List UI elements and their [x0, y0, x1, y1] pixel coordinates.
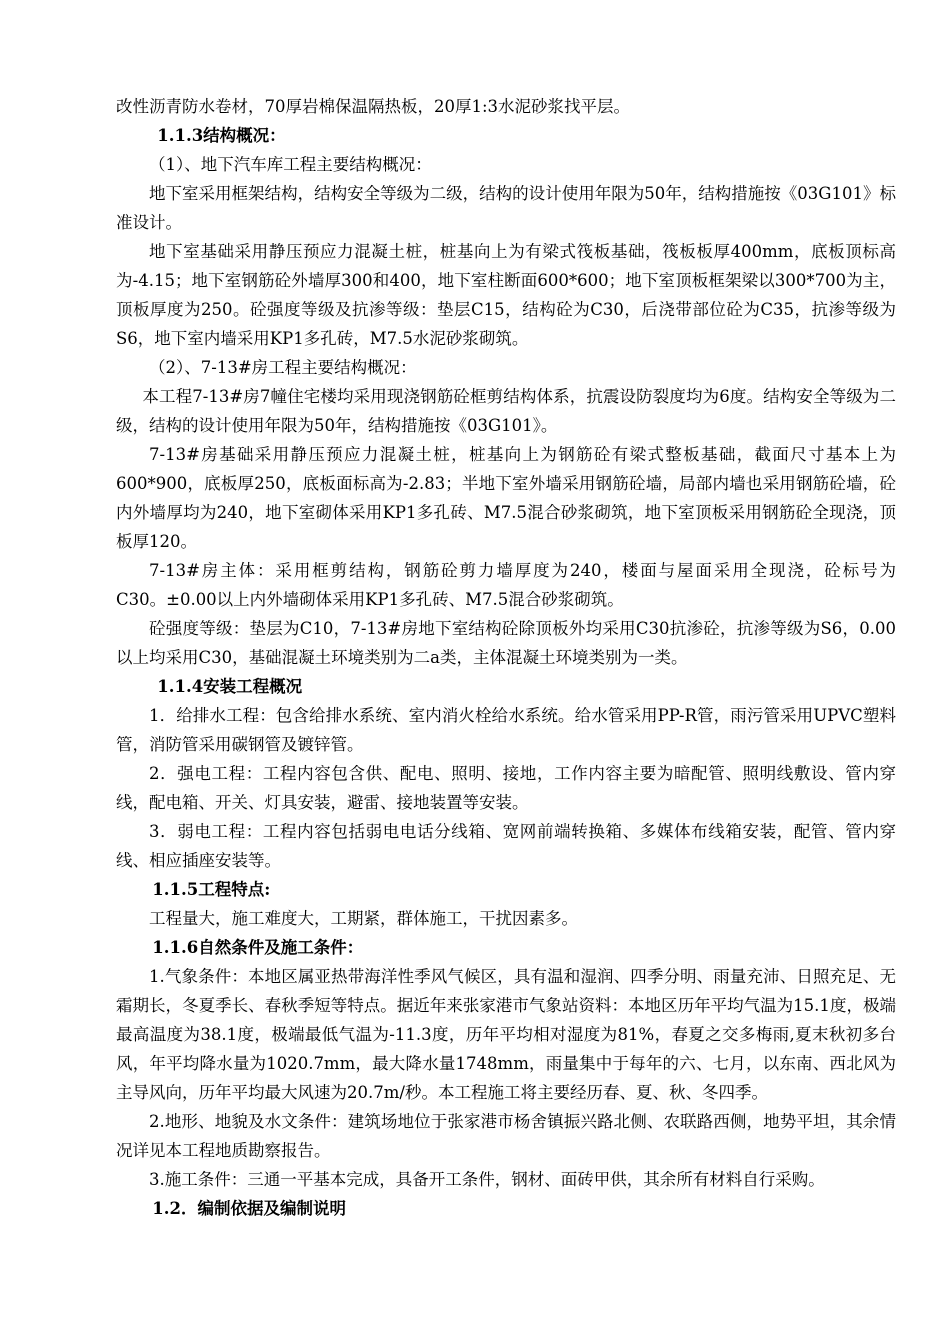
paragraph-weak-electric: 3．弱电工程：工程内容包括弱电电话分线箱、宽网前端转换箱、多媒体布线箱安装，配管、管内穿线、相应插座安装等。: [116, 822, 896, 870]
paragraph-construction-conditions: 3.施工条件：三通一平基本完成，具备开工条件，钢材、面砖甲供，其余所有材料自行采购。: [149, 1170, 825, 1189]
subheading-building-7-13: （2）、7-13#房工程主要结构概况：: [149, 358, 417, 377]
paragraph-project-features: 工程量大，施工难度大，工期紧，群体施工，干扰因素多。: [149, 909, 578, 928]
heading-natural-conditions: 1.1.6自然条件及施工条件：: [152, 938, 364, 957]
paragraph-roof-materials: 改性沥青防水卷材，70厚岩棉保温隔热板，20厚1:3水泥砂浆找平层。: [116, 97, 631, 116]
paragraph-climate: 1.气象条件：本地区属亚热带海洋性季风气候区，具有温和湿润、四季分明、雨量充沛、日照充足、无霜期长，冬夏季长、春秋季短等特点。据近年来张家港市气象站资料：本地区历年平均气温为15.1度，极端最高温度为38.1度，极端最低气温为-11.3度，历年平均相对湿度为81%，春夏之交多梅雨,夏末秋初多台风，年平均降水量为1020.7mm，最大降水量1748mm，雨量集中于每年的六、七月，以东南、西北风为主导风向，历年平均最大风速为20.7m/秒。本工程施工将主要经历春、夏、秋、冬四季。: [116, 967, 896, 1102]
paragraph-building-foundation: 7-13#房基础采用静压预应力混凝土桩，桩基向上为钢筋砼有梁式整板基础，截面尺寸基本上为600*900，底板厚250，底板面标高为-2.83；半地下室外墙采用钢筋砼墙，局部内墙也采用钢筋砼墙，砼内外墙厚均为240，地下室砌体采用KP1多孔砖、M7.5混合砂浆砌筑，地下室顶板采用钢筋砼全现浇，顶板厚120。: [116, 445, 896, 551]
paragraph-building-main: 7-13#房主体：采用框剪结构，钢筋砼剪力墙厚度为240，楼面与屋面采用全现浇，砼标号为C30。±0.00以上内外墙砌体采用KP1多孔砖、M7.5混合砂浆砌筑。: [116, 561, 896, 609]
heading-compilation-basis: 1.2．编制依据及编制说明: [152, 1199, 347, 1218]
heading-installation-overview: 1.1.4安装工程概况: [157, 677, 303, 696]
paragraph-plumbing: 1．给排水工程：包含给排水系统、室内消火栓给水系统。给水管采用PP-R管，雨污管采用UPVC塑料管，消防管采用碳钢管及镀锌管。: [116, 706, 896, 754]
paragraph-basement-foundation: 地下室基础采用静压预应力混凝土桩，桩基向上为有梁式筏板基础，筏板板厚400mm，底板顶标高为-4.15；地下室钢筋砼外墙厚300和400，地下室柱断面600*600；地下室顶板框架梁以300*700为主，顶板厚度为250。砼强度等级及抗渗等级：垫层C15，结构砼为C30，后浇带部位砼为C35，抗渗等级为S6，地下室内墙采用KP1多孔砖，M7.5水泥砂浆砌筑。: [116, 242, 896, 348]
paragraph-concrete-grade: 砼强度等级：垫层为C10，7-13#房地下室结构砼除顶板外均采用C30抗渗砼，抗渗等级为S6，0.00以上均采用C30，基础混凝土环境类别为二a类，主体混凝土环境类别为一类。: [116, 619, 896, 667]
paragraph-building-structure: 本工程7-13#房7幢住宅楼均采用现浇钢筋砼框剪结构体系，抗震设防裂度均为6度。结构安全等级为二级，结构的设计使用年限为50年，结构措施按《03G101》。: [116, 387, 896, 435]
document-page: [116, 92, 896, 1223]
paragraph-terrain: 2.地形、地貌及水文条件：建筑场地位于张家港市杨舍镇振兴路北侧、农联路西侧，地势平坦，其余情况详见本工程地质勘察报告。: [116, 1112, 896, 1160]
subheading-underground-garage: （1）、地下汽车库工程主要结构概况：: [149, 155, 432, 174]
heading-structure-overview: 1.1.3结构概况：: [157, 126, 286, 145]
heading-project-features: 1.1.5工程特点:: [152, 880, 271, 899]
paragraph-strong-electric: 2．强电工程：工程内容包含供、配电、照明、接地，工作内容主要为暗配管、照明线敷设、管内穿线，配电箱、开关、灯具安装，避雷、接地装置等安装。: [116, 764, 896, 812]
paragraph-basement-frame: 地下室采用框架结构，结构安全等级为二级，结构的设计使用年限为50年，结构措施按《03G101》标准设计。: [116, 184, 896, 232]
